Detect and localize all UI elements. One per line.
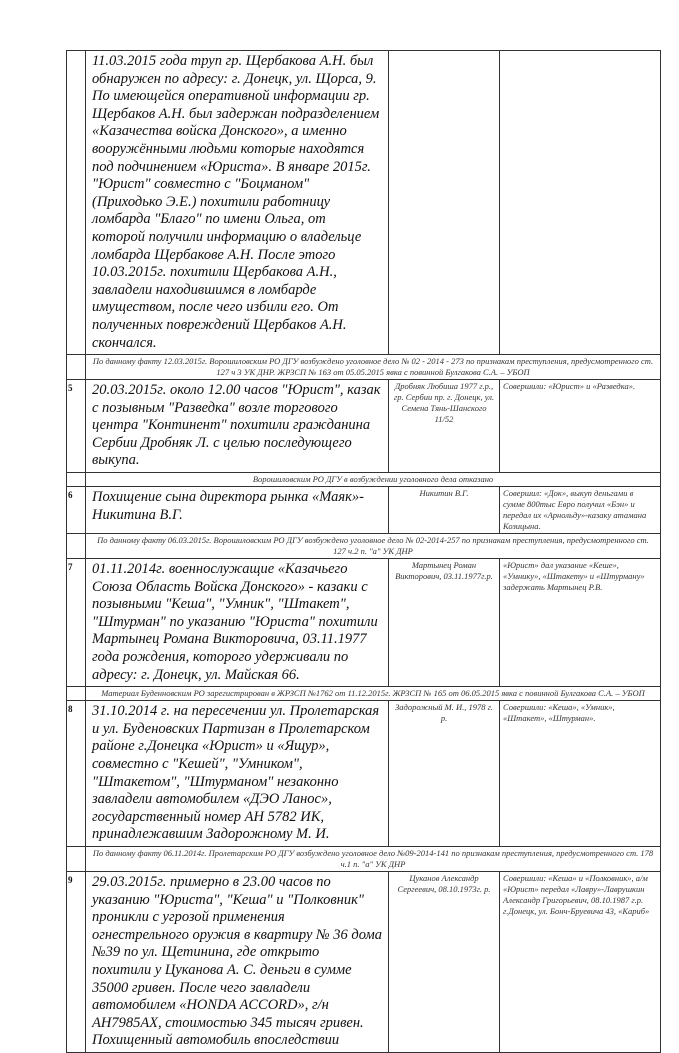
incident-description: 01.11.2014г. военнослужащие «Казачьего Союза Область Войска Донского» - казаки с позывными "Кеша", "Умник", "Штакет", "Штурман" по указанию "Юриста" похитили Мартынец Романа Викторовича, 03.11.1977 года рождения, которого удерживали по адресу: г. Донецк, ул. Майская 66.	[86, 559, 389, 687]
empty-cell	[67, 687, 86, 701]
victim-info: Никитин В.Г.	[389, 487, 500, 534]
victim-info: Цуканов Александр Сергеевич, 08.10.1973г. р.	[389, 871, 500, 1052]
row-number	[67, 51, 86, 355]
table-row	[67, 380, 661, 473]
empty-cell	[67, 846, 86, 871]
table-row	[67, 51, 661, 355]
row-number: 6	[67, 487, 86, 534]
case-status-row	[67, 846, 661, 871]
case-status-row	[67, 473, 661, 487]
victim-info: Задорожный М. И., 1978 г. р.	[389, 701, 500, 847]
table-row	[67, 701, 661, 847]
row-number: 5	[67, 380, 86, 473]
row-number: 7	[67, 559, 86, 687]
row-number: 8	[67, 701, 86, 847]
table-row	[67, 559, 661, 687]
table-row	[67, 487, 661, 534]
incident-description: 20.03.2015г. около 12.00 часов "Юрист", казак с позывным "Разведка" возле торгового центра "Континент" похитили гражданина Сербии Дробняк Л. с целью последующего выкупа.	[86, 380, 389, 473]
perpetrators-note: Совершили: «Кеша», «Умник», «Штакет», «Штурман».	[500, 701, 661, 847]
row-number: 9	[67, 871, 86, 1052]
empty-cell	[67, 355, 86, 380]
empty-cell	[67, 534, 86, 559]
case-status-note: По данному факту 12.03.2015г. Ворошиловским РО ДГУ возбуждено уголовное дело № 02 - 2014 - 273 по признакам преступления, предусмотренного ст. 127 ч 3 УК ДНР. ЖРЗСП № 163 от 05.05.2015 явка с повинной Булгакова С.А. – УБОП	[86, 355, 661, 380]
perpetrators-note: Совершил: «Док», выкуп деньгами в сумме 800тыс Евро получил «Бэн» и передал их «Арнольду»-казаку атамана Козицына.	[500, 487, 661, 534]
incident-table	[66, 50, 661, 1053]
victim-info	[389, 51, 500, 355]
incident-description: 31.10.2014 г. на пересечении ул. Пролетарская и ул. Буденовских Партизан в Пролетарском районе г.Донецка «Юрист» и «Ящур», совместно с "Кешей", "Умником", "Штакетом", "Штурманом" незаконно завладели автомобилем «ДЭО Ланос», государственный номер АН 5782 ИК, принадлежавшим Задорожному М. И.	[86, 701, 389, 847]
case-status-note: Ворошиловским РО ДГУ в возбуждении уголовного дела отказано	[86, 473, 661, 487]
perpetrators-note: Совершили: «Юрист» и «Разведка».	[500, 380, 661, 473]
case-status-note: По данному факту 06.03.2015г. Ворошиловским РО ДГУ возбуждено уголовное дело № 02-2014-257 по признакам преступления, предусмотренного ст. 127 ч.2 п. "а" УК ДНР	[86, 534, 661, 559]
perpetrators-note	[500, 51, 661, 355]
perpetrators-note: Совершили: «Кеша» и «Полковник», а/м «Юрист» передал «Лавру»-Лаврушкин Александр Григорьевич, 08.10.1987 г.р. г.Донецк, ул. Бонч-Бруевича 43, «Кариб»	[500, 871, 661, 1052]
case-status-row	[67, 687, 661, 701]
victim-info: Мартынец Роман Викторович, 03.11.1977г.р.	[389, 559, 500, 687]
victim-info: Дробняк Любиша 1977 г.р., гр. Сербии пр. г. Донецк, ул. Семена Тянь-Шанского 11/52	[389, 380, 500, 473]
empty-cell	[67, 473, 86, 487]
incident-description: Похищение сына директора рынка «Маяк»- Никитина В.Г.	[86, 487, 389, 534]
incident-description: 11.03.2015 года труп гр. Щербакова А.Н. был обнаружен по адресу: г. Донецк, ул. Щорса, 9. По имеющейся оперативной информации гр. Щербаков А.Н. был задержан подразделением «Казачества войска Донского», а именно вооружёнными людьми которые находятся под подчинением «Юриста». В январе 2015г. "Юрист" совместно с "Боцманом" (Приходько Э.Е.) похитили работницу ломбарда "Благо" по имени Ольга, от которой получили информацию о владельце ломбарда Щербакове А.Н. После этого 10.03.2015г. похитили Щербакова А.Н., завладели находившимся в ломбарде имуществом, после чего избили его. От полученных повреждений Щербаков А.Н. скончался.	[86, 51, 389, 355]
case-status-note: По данному факту 06.11.2014г. Пролетарским РО ДГУ возбуждено уголовное дело №09-2014-141 по признакам преступления, предусмотренного ст. 178 ч.1 п. "а" УК ДНР	[86, 846, 661, 871]
case-status-row	[67, 534, 661, 559]
case-status-note: Материал Буденновским РО зарегистрирован в ЖРЗСП №1762 от 11.12.2015г. ЖРЗСП № 165 от 06.05.2015 явка с повинной Булгакова С.А. – УБОП	[86, 687, 661, 701]
case-status-row	[67, 355, 661, 380]
incident-description: 29.03.2015г. примерно в 23.00 часов по указанию "Юриста", "Кеша" и "Полковник" проникли с угрозой применения огнестрельного оружия в квартиру № 36 дома №39 по ул. Щетинина, где открыто похитили у Цуканова А. С. деньги в сумме 35000 гривен. После чего завладели автомобилем «HONDA ACCORD», г/н АН7985АХ, стоимостью 345 тысяч гривен. Похищенный автомобиль впоследствии	[86, 871, 389, 1052]
table-row	[67, 871, 661, 1052]
perpetrators-note: «Юрист» дал указание «Кеше», «Умнику», «Штакету» и «Штурману» задержать Мартынец Р.В.	[500, 559, 661, 687]
